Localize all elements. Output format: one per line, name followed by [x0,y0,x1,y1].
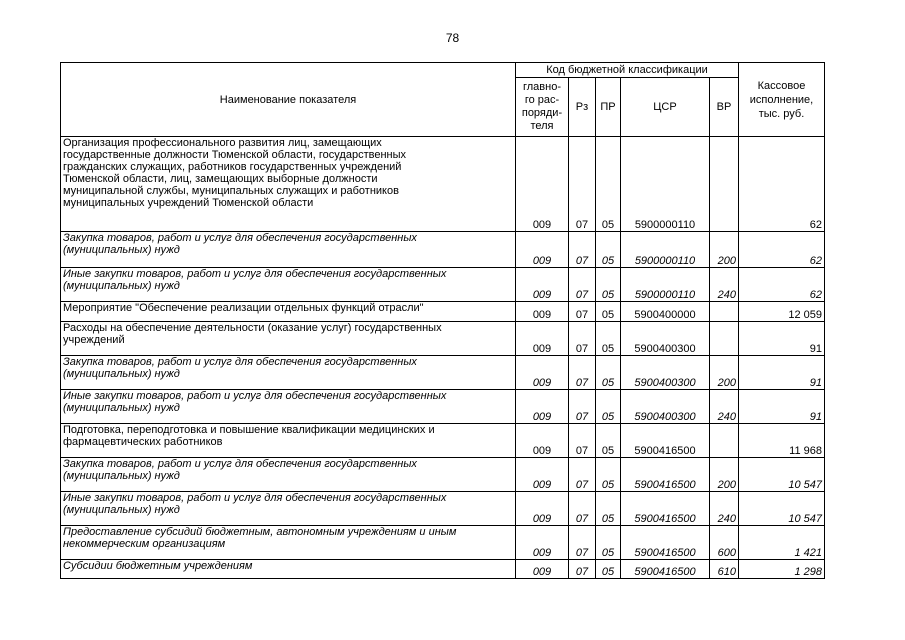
row-name: Предоставление субсидий бюджетным, автономным учреждениям и иным некоммерческим организациям [61,526,516,560]
row-cash-sum: 12 059 [739,302,825,322]
row-name: Иные закупки товаров, работ и услуг для обеспечения государственных (муниципальных) нужд [61,390,516,424]
row-pr-code: 05 [596,492,621,526]
table-body [61,137,825,579]
row-csr-code: 5900416500 [621,424,710,458]
row-rz-code: 07 [569,424,596,458]
table-row [61,232,825,268]
row-name: Иные закупки товаров, работ и услуг для обеспечения государственных (муниципальных) нужд [61,492,516,526]
budget-table [60,62,825,579]
row-vr-code: 610 [710,560,739,579]
header-vr: ВР [710,78,739,137]
table-row [61,356,825,390]
row-name: Организация профессионального развития лиц, замещающих государственные должности Тюменской области, государственных гражданских служащих, работников государственных учреждений Тюменской области, лиц, замещающих выборные должности муниципальной службы, муниципальных служащих и работников муниципальных учреждений Тюменской области [61,137,516,232]
row-pr-code: 05 [596,232,621,268]
row-csr-code: 5900400300 [621,356,710,390]
row-rz-code: 07 [569,458,596,492]
row-glav-code: 009 [516,356,569,390]
table-row [61,424,825,458]
table-row [61,302,825,322]
row-cash-sum: 11 968 [739,424,825,458]
table-row [61,526,825,560]
table-row [61,268,825,302]
row-name: Мероприятие "Обеспечение реализации отдельных функций отрасли" [61,302,516,322]
header-csr: ЦСР [621,78,710,137]
row-cash-sum: 91 [739,390,825,424]
row-vr-code [710,302,739,322]
row-cash-sum: 62 [739,268,825,302]
row-pr-code: 05 [596,137,621,232]
row-rz-code: 07 [569,268,596,302]
row-pr-code: 05 [596,302,621,322]
row-csr-code: 5900400300 [621,390,710,424]
header-rz: Рз [569,78,596,137]
row-name: Подготовка, переподготовка и повышение квалификации медицинских и фармацевтических работников [61,424,516,458]
row-cash-sum: 10 547 [739,492,825,526]
row-csr-code: 5900416500 [621,526,710,560]
table-row [61,458,825,492]
row-rz-code: 07 [569,356,596,390]
table-row [61,137,825,232]
table-row [61,492,825,526]
row-name: Субсидии бюджетным учреждениям [61,560,516,579]
row-vr-code: 240 [710,492,739,526]
row-glav-code: 009 [516,137,569,232]
row-rz-code: 07 [569,492,596,526]
row-glav-code: 009 [516,526,569,560]
row-vr-code: 200 [710,356,739,390]
row-csr-code: 5900000110 [621,268,710,302]
row-csr-code: 5900000110 [621,137,710,232]
row-rz-code: 07 [569,560,596,579]
row-rz-code: 07 [569,390,596,424]
row-pr-code: 05 [596,322,621,356]
row-glav-code: 009 [516,322,569,356]
row-name: Расходы на обеспечение деятельности (оказание услуг) государственных учреждений [61,322,516,356]
row-vr-code: 200 [710,232,739,268]
row-pr-code: 05 [596,560,621,579]
row-pr-code: 05 [596,390,621,424]
row-name: Закупка товаров, работ и услуг для обеспечения государственных (муниципальных) нужд [61,232,516,268]
row-csr-code: 5900416500 [621,492,710,526]
row-csr-code: 5900416500 [621,560,710,579]
row-glav-code: 009 [516,268,569,302]
header-cash-execution [739,63,825,137]
header-cash-execution-text: Кассовое исполнение, тыс. руб. [749,79,814,120]
row-cash-sum: 91 [739,356,825,390]
header-glav [516,78,569,137]
table-row [61,390,825,424]
row-pr-code: 05 [596,526,621,560]
row-vr-code [710,322,739,356]
row-cash-sum: 1 421 [739,526,825,560]
header-pr: ПР [596,78,621,137]
row-pr-code: 05 [596,458,621,492]
row-pr-code: 05 [596,268,621,302]
row-glav-code: 009 [516,390,569,424]
row-rz-code: 07 [569,322,596,356]
header-classification-group: Код бюджетной классификации [516,63,739,78]
row-rz-code: 07 [569,526,596,560]
row-glav-code: 009 [516,560,569,579]
row-vr-code [710,424,739,458]
row-pr-code: 05 [596,424,621,458]
row-cash-sum: 62 [739,232,825,268]
row-csr-code: 5900416500 [621,458,710,492]
row-rz-code: 07 [569,302,596,322]
header-row-top [61,63,825,78]
row-csr-code: 5900400000 [621,302,710,322]
row-name: Закупка товаров, работ и услуг для обеспечения государственных (муниципальных) нужд [61,458,516,492]
row-rz-code: 07 [569,232,596,268]
table-row [61,322,825,356]
row-cash-sum: 91 [739,322,825,356]
row-cash-sum: 10 547 [739,458,825,492]
page-number: 78 [445,31,460,45]
row-cash-sum: 1 298 [739,560,825,579]
row-csr-code: 5900000110 [621,232,710,268]
row-glav-code: 009 [516,458,569,492]
row-vr-code [710,137,739,232]
table-row [61,560,825,579]
row-glav-code: 009 [516,424,569,458]
row-glav-code: 009 [516,492,569,526]
row-pr-code: 05 [596,356,621,390]
row-name: Закупка товаров, работ и услуг для обеспечения государственных (муниципальных) нужд [61,356,516,390]
row-cash-sum: 62 [739,137,825,232]
row-name: Иные закупки товаров, работ и услуг для обеспечения государственных (муниципальных) нужд [61,268,516,302]
row-vr-code: 600 [710,526,739,560]
row-rz-code: 07 [569,137,596,232]
row-glav-code: 009 [516,302,569,322]
header-name: Наименование показателя [61,63,516,137]
row-vr-code: 240 [710,268,739,302]
row-vr-code: 240 [710,390,739,424]
row-vr-code: 200 [710,458,739,492]
header-glav-text: главно- го рас- поряди- теля [521,81,563,132]
row-glav-code: 009 [516,232,569,268]
row-csr-code: 5900400300 [621,322,710,356]
